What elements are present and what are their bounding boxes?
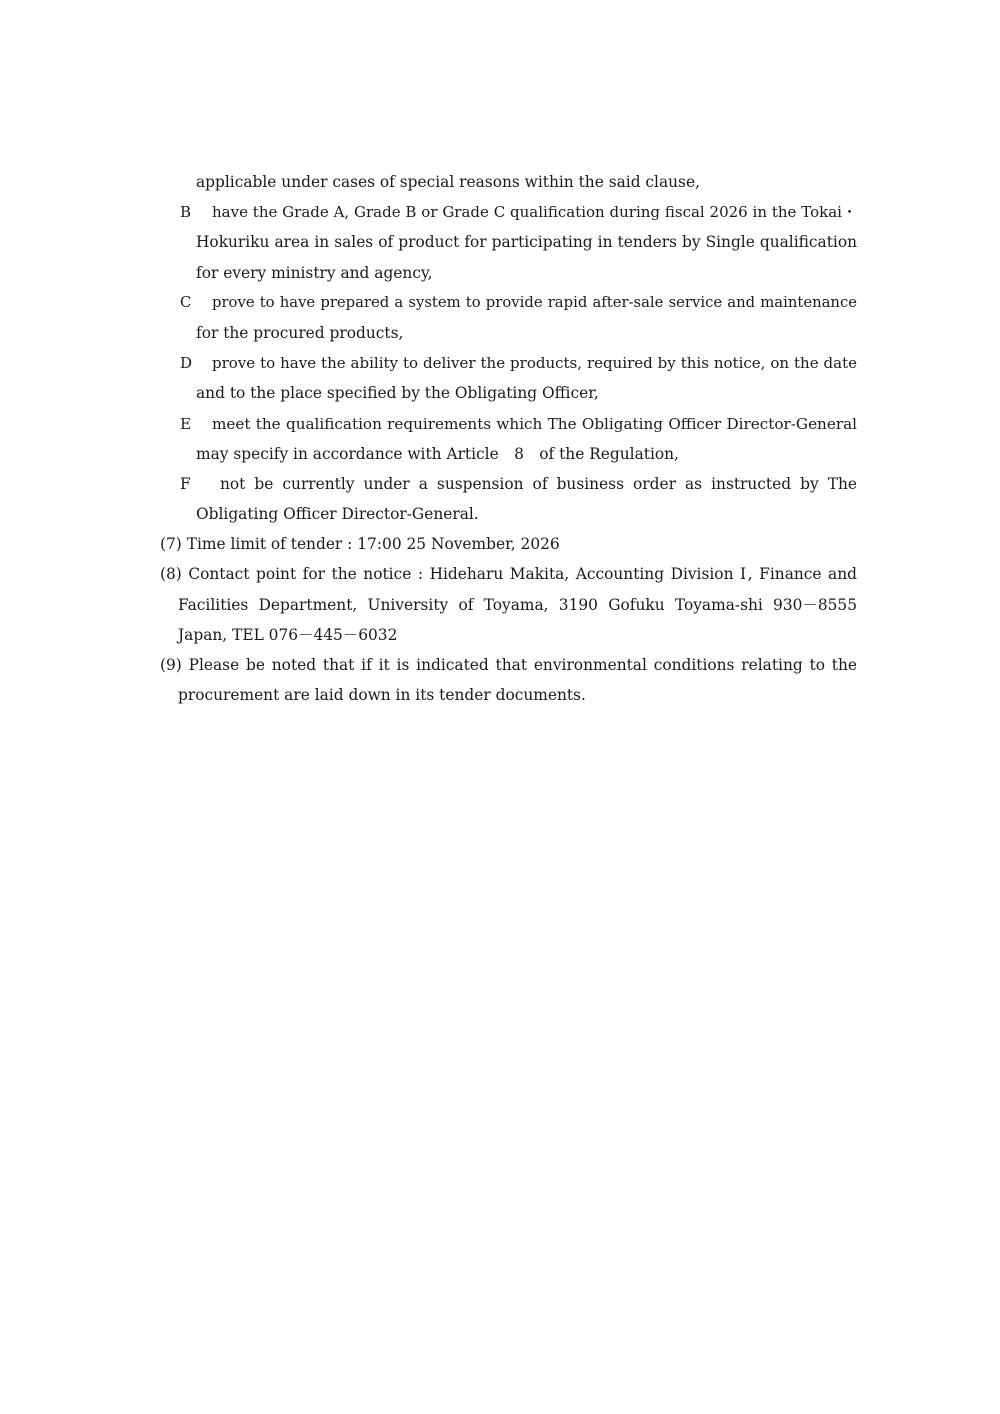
item-e-text: meet the qualification requirements which The Obligating Officer Director-General <box>212 414 857 433</box>
item-marker-d: D <box>180 354 193 373</box>
item-marker-e: E <box>180 414 192 433</box>
text-line: Obligating Officer Director-General. <box>196 505 479 524</box>
item-b-text: have the Grade A, Grade B or Grade C qualification during fiscal 2026 in the Tokai・ <box>212 203 857 222</box>
text-line: and to the place specified by the Obligating Officer, <box>196 384 599 403</box>
item-f-text: not be currently under a suspension of business order as instructed by The <box>220 474 857 493</box>
text-line: procurement are laid down in its tender documents. <box>178 686 586 705</box>
paragraph-7: (7) Time limit of tender : 17:00 25 November, 2026 <box>160 535 560 554</box>
text-line: for the procured products, <box>196 323 404 342</box>
text-line: Hokuriku area in sales of product for participating in tenders by Single qualification <box>196 233 857 252</box>
text-line: may specify in accordance with Article 8 of the Regulation, <box>196 444 679 463</box>
item-e-line <box>160 409 857 439</box>
document-body <box>160 167 857 710</box>
item-d-text: prove to have the ability to deliver the products, required by this notice, on the date <box>212 354 857 373</box>
item-c-text: prove to have prepared a system to provide rapid after-sale service and maintenance <box>212 293 857 311</box>
text-line: applicable under cases of special reasons within the said clause, <box>196 173 700 191</box>
item-d-line <box>160 348 857 378</box>
paragraph-8-line: (8) Contact point for the notice : Hideharu Makita, Accounting Division Ⅰ, Finance and <box>160 565 857 584</box>
text-line: Facilities Department, University of Toyama, 3190 Gofuku Toyama-shi 930－8555 <box>178 595 857 614</box>
item-marker-c: C <box>180 293 192 311</box>
text-line: Japan, TEL 076－445－6032 <box>178 625 398 644</box>
item-b-line <box>160 197 857 227</box>
item-f-line <box>160 469 857 499</box>
paragraph-9-line: (9) Please be noted that if it is indicated that environmental conditions relating to the <box>160 656 857 674</box>
item-c-line <box>160 288 857 318</box>
item-marker-b: B <box>180 203 192 222</box>
item-marker-f: F <box>180 474 191 493</box>
text-line: for every ministry and agency, <box>196 263 433 282</box>
